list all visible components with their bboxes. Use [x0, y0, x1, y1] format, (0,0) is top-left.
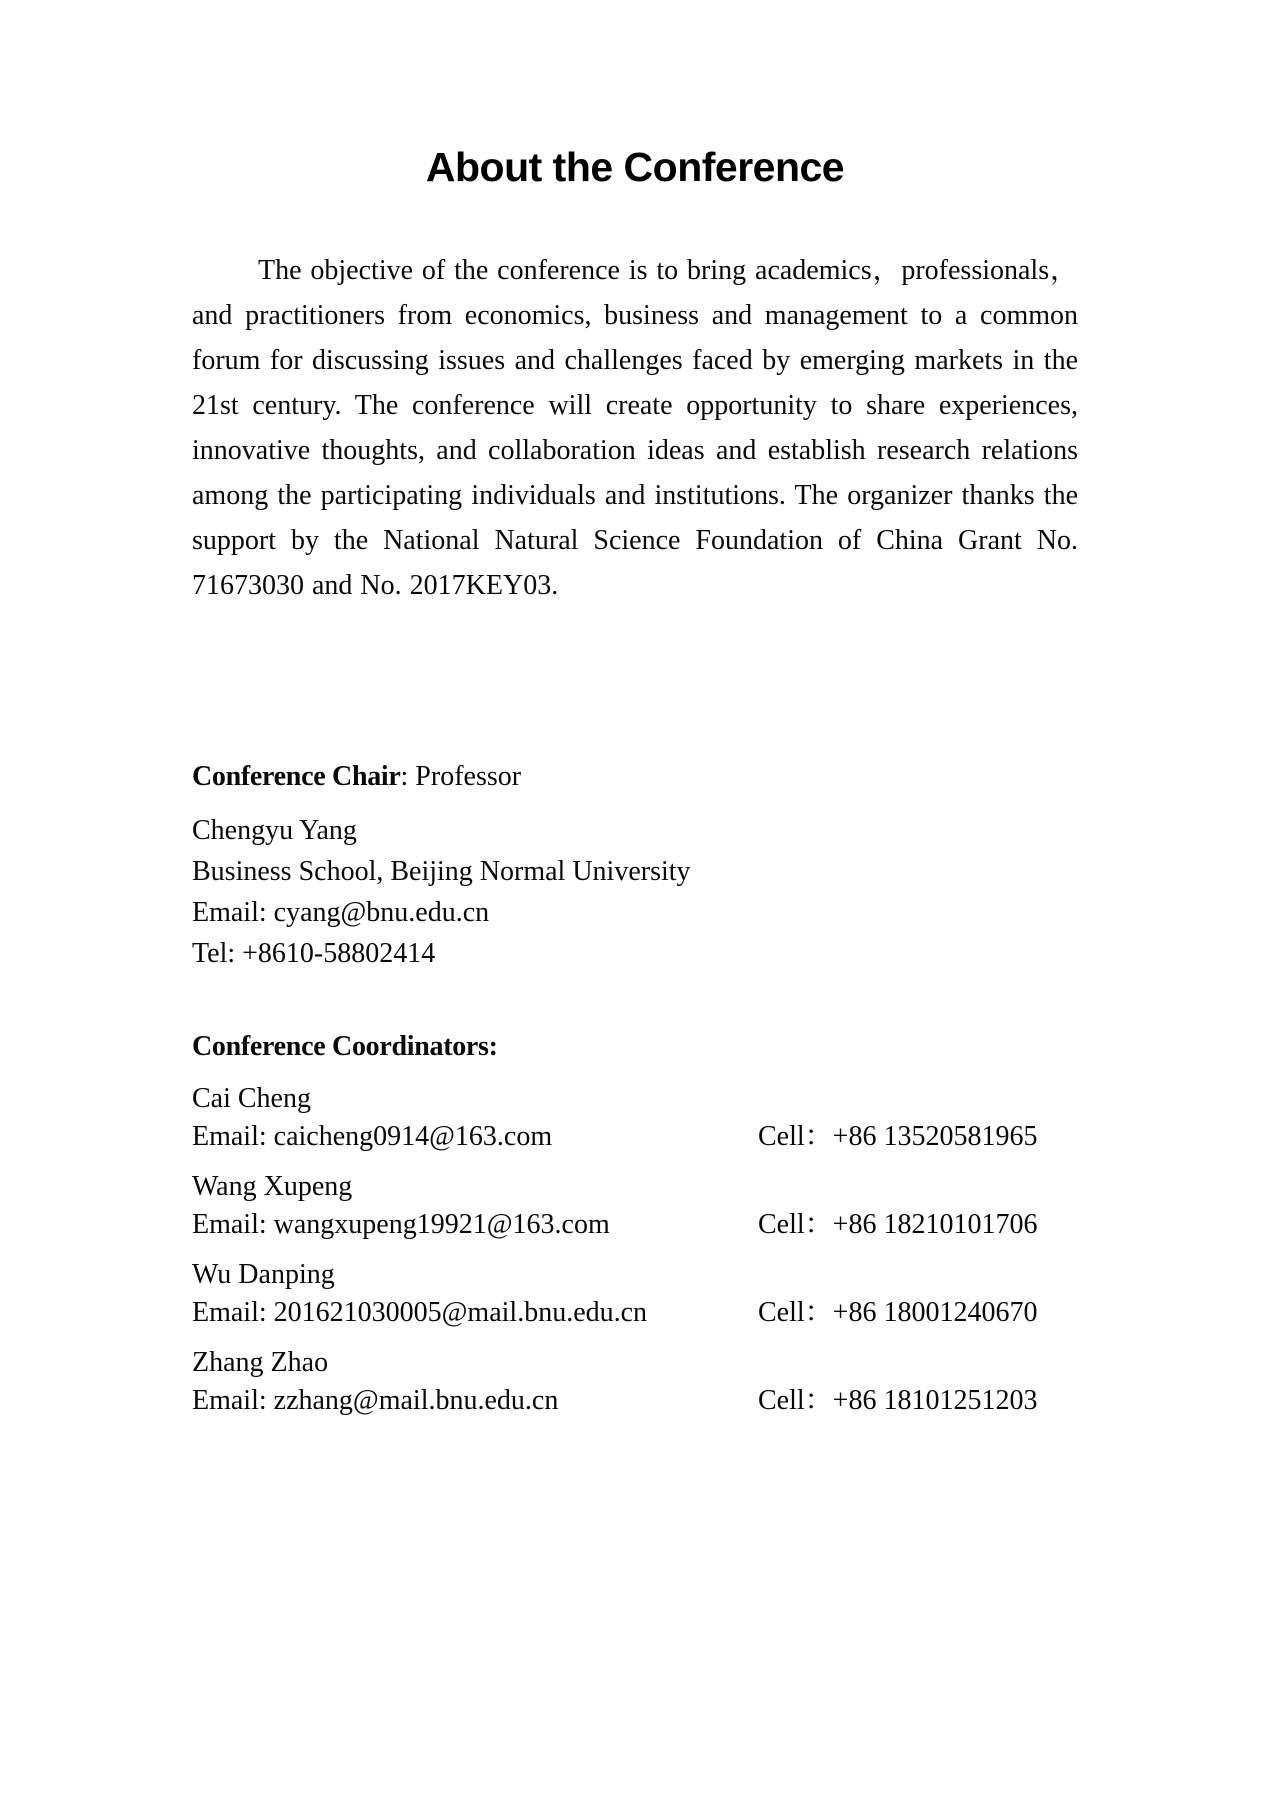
coordinator-name: Wang Xupeng — [192, 1171, 353, 1202]
coordinators-section — [192, 1026, 1078, 1420]
chair-affiliation: Business School, Beijing Normal University — [192, 856, 691, 887]
chair-email: Email: cyang@bnu.edu.cn — [192, 897, 490, 928]
coordinator-name: Zhang Zhao — [192, 1347, 329, 1378]
coordinator-name: Cai Cheng — [192, 1083, 311, 1114]
chair-label: Conference Chair — [192, 761, 401, 792]
chair-details — [192, 810, 1078, 974]
coordinator-email: Email: 201621030005@mail.bnu.edu.cn — [192, 1297, 648, 1328]
coordinator-contact-row — [192, 1382, 1078, 1420]
chair-name: Chengyu Yang — [192, 815, 357, 846]
about-paragraph: The objective of the conference is to bring academics，professionals，and practitioners from economics, business and management to a common forum for discussing issues and challenges faced by emerging markets in the 21st century. The conference will create opportunity to share experiences, innovative thoughts, and collaboration ideas and establish research relations among the participating individuals and institutions. The organizer thanks the support by the National Natural Science Foundation of China Grant No. 71673030 and No. 2017KEY03. — [192, 255, 1078, 601]
coordinator-cell: Cell：+86 18001240670 — [758, 1297, 1038, 1328]
coordinator-contact-row — [192, 1294, 1078, 1332]
coordinators-heading: Conference Coordinators: — [192, 1031, 498, 1062]
coordinator-block — [192, 1168, 1078, 1244]
coordinator-cell: Cell：+86 13520581965 — [758, 1121, 1038, 1152]
coordinator-block — [192, 1080, 1078, 1156]
coordinator-block — [192, 1344, 1078, 1420]
chair-section — [192, 756, 1078, 974]
coordinator-cell: Cell：+86 18101251203 — [758, 1385, 1038, 1416]
coordinator-contact-row — [192, 1118, 1078, 1156]
coordinator-cell: Cell：+86 18210101706 — [758, 1209, 1038, 1240]
coordinator-email: Email: wangxupeng19921@163.com — [192, 1209, 610, 1240]
chair-heading — [192, 756, 1078, 798]
document-content — [192, 142, 1078, 1420]
chair-role: : Professor — [400, 761, 522, 792]
coordinator-email: Email: zzhang@mail.bnu.edu.cn — [192, 1385, 559, 1416]
chair-tel: Tel: +8610-58802414 — [192, 938, 436, 969]
coordinator-email: Email: caicheng0914@163.com — [192, 1121, 553, 1152]
coordinator-contact-row — [192, 1206, 1078, 1244]
page-title: About the Conference — [425, 144, 845, 190]
coordinator-name: Wu Danping — [192, 1259, 335, 1290]
coordinator-block — [192, 1256, 1078, 1332]
